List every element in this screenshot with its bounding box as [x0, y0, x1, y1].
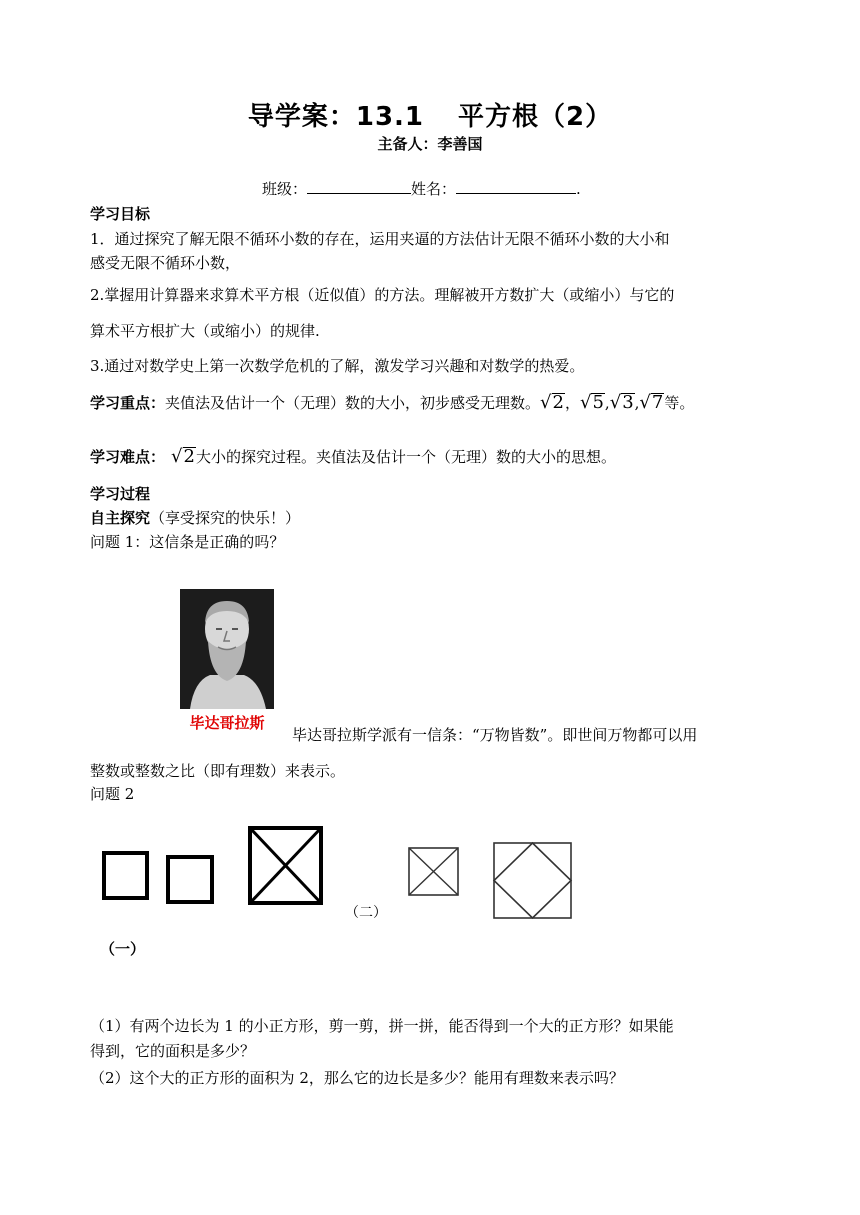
question-1: 问题 1：这信条是正确的吗？	[90, 533, 285, 551]
title-lesson: 导学案：13.1	[247, 102, 425, 132]
difficulty-text: 大小的探究过程。夹值法及估计一个（无理）数的大小的思想。	[195, 448, 616, 466]
portrait-caption: 毕达哥拉斯	[189, 714, 265, 732]
explore-line	[90, 507, 300, 529]
sqrt-5: √5	[579, 392, 604, 413]
bust-image	[180, 589, 274, 709]
focus-sep: ，	[564, 394, 580, 412]
name-label: 姓名：	[411, 180, 457, 198]
explore-label: 自主探究	[90, 509, 151, 527]
objective-1-line-2: 感受无限不循环小数，	[90, 254, 241, 272]
class-line-end: .	[576, 180, 581, 198]
objective-2-line-2: 算术平方根扩大（或缩小）的规律.	[90, 322, 320, 340]
objective-3: 3.通过对数学史上第一次数学危机的了解，激发学习兴趣和对数学的热爱。	[90, 357, 585, 375]
subquestion-1-line-2: 得到，它的面积是多少？	[90, 1042, 256, 1060]
sqrt-3: √3	[609, 392, 634, 413]
comma: ,	[604, 394, 610, 412]
question-2: 问题 2	[90, 785, 135, 803]
subquestion-1-line-1: （1）有两个边长为 1 的小正方形，剪一剪，拼一拼，能否得到一个大的正方形？如果能	[90, 1017, 674, 1035]
objective-2-line-1: 2.掌握用计算器来求算术平方根（近似值）的方法。理解被开方数扩大（或缩小）与它的	[90, 286, 675, 304]
sqrt-2-difficulty: √2	[171, 446, 195, 467]
creed-line-2: 整数或整数之比（即有理数）来表示。	[90, 762, 346, 780]
difficulty-line	[90, 446, 616, 468]
process-heading: 学习过程	[90, 485, 151, 503]
class-blank[interactable]	[307, 179, 411, 194]
class-name-line	[262, 178, 581, 199]
author-line: 主备人：李善国	[377, 135, 483, 153]
title-topic: 平方根（2）	[458, 102, 613, 132]
figure-label-two: （二）	[345, 905, 387, 921]
page-title	[0, 96, 860, 133]
objectives-heading: 学习目标	[90, 205, 151, 223]
explore-note: （享受探究的快乐！）	[150, 509, 301, 527]
name-blank[interactable]	[456, 179, 576, 194]
difficulty-label: 学习难点：	[90, 448, 166, 466]
objective-1-line-1: 1．通过探究了解无限不循环小数的存在，运用夹逼的方法估计无限不循环小数的大小和	[90, 230, 670, 248]
focus-suffix: 等。	[664, 394, 695, 412]
pythagoras-portrait	[180, 589, 274, 709]
sqrt-7: √7	[639, 392, 664, 413]
subquestion-2: （2）这个大的正方形的面积为 2，那么它的边长是多少？能用有理数来表示吗？	[90, 1069, 624, 1087]
figure-one	[100, 824, 326, 908]
sqrt-2: √2	[540, 392, 564, 413]
figure-label-one: （一）	[100, 940, 146, 958]
focus-line	[90, 392, 694, 414]
focus-label: 学习重点：	[90, 394, 166, 412]
creed-line-1: 毕达哥拉斯学派有一信条：“万物皆数”。即世间万物都可以用	[292, 726, 698, 744]
focus-text: 夹值法及估计一个（无理）数的大小，初步感受无理数。	[165, 394, 541, 412]
figure-two	[406, 840, 576, 924]
comma: ,	[634, 394, 640, 412]
class-label: 班级：	[262, 180, 308, 198]
